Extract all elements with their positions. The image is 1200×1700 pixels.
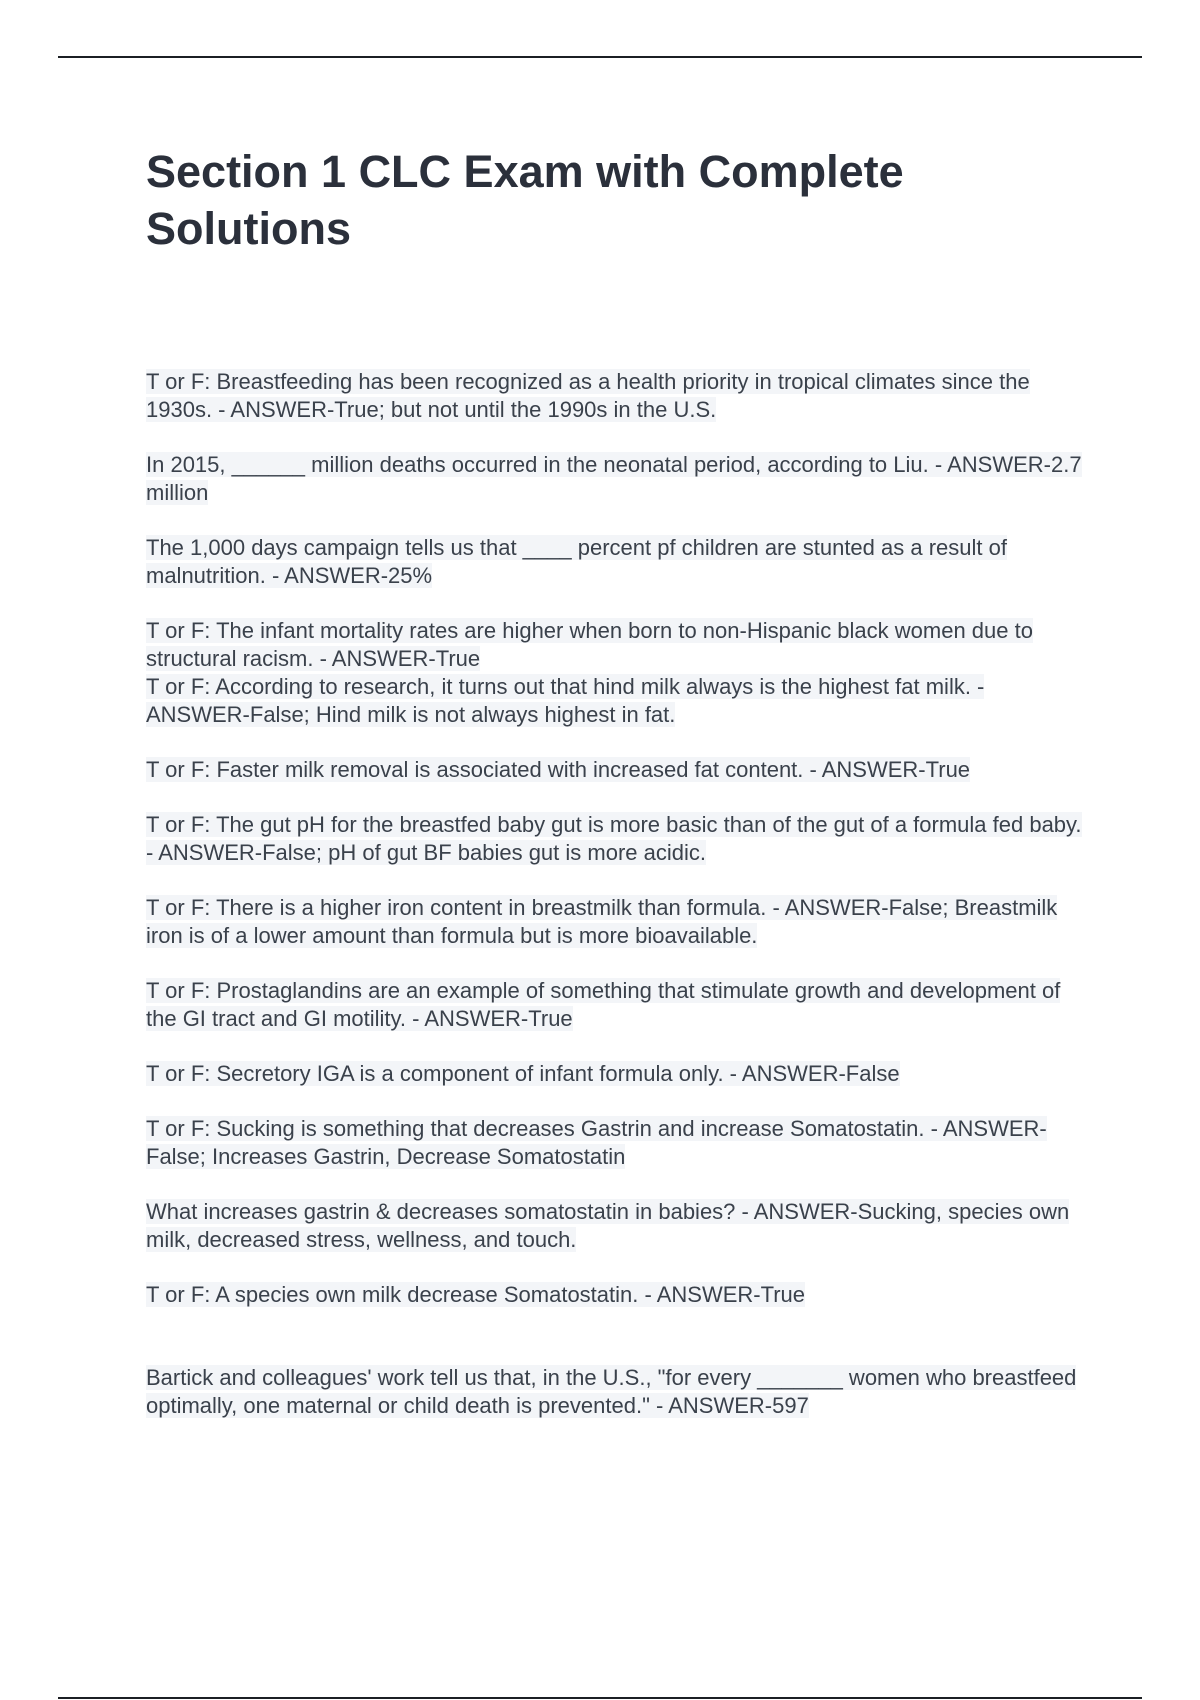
qa-item: In 2015, ______ million deaths occurred in the neonatal period, according to Liu. - ANSWER-2.7 million bbox=[146, 452, 1082, 505]
qa-item: T or F: Prostaglandins are an example of something that stimulate growth and development of the GI tract and GI motility. - ANSWER-True bbox=[146, 978, 1061, 1031]
document-body bbox=[146, 143, 1086, 1447]
qa-item: T or F: Secretory IGA is a component of infant formula only. - ANSWER-False bbox=[146, 1061, 900, 1086]
top-divider bbox=[58, 56, 1142, 58]
qa-item: T or F: Faster milk removal is associated with increased fat content. - ANSWER-True bbox=[146, 757, 971, 782]
qa-item: T or F: A species own milk decrease Somatostatin. - ANSWER-True bbox=[146, 1282, 806, 1307]
qa-item: The 1,000 days campaign tells us that ____ percent pf children are stunted as a result of malnutrition. - ANSWER-25% bbox=[146, 535, 1007, 588]
qa-item: T or F: There is a higher iron content in breastmilk than formula. - ANSWER-False; Breastmilk iron is of a lower amount than formula but is more bioavailable. bbox=[146, 895, 1058, 948]
bottom-divider bbox=[58, 1697, 1142, 1699]
qa-list bbox=[146, 368, 1086, 1420]
qa-item: T or F: The infant mortality rates are higher when born to non-Hispanic black women due to structural racism. - ANSWER-True bbox=[146, 618, 1033, 671]
qa-item: T or F: The gut pH for the breastfed baby gut is more basic than of the gut of a formula fed baby. - ANSWER-False; pH of gut BF babies gut is more acidic. bbox=[146, 812, 1082, 865]
qa-item: T or F: Breastfeeding has been recognized as a health priority in tropical climates since the 1930s. - ANSWER-True; but not until the 1990s in the U.S. bbox=[146, 369, 1030, 422]
qa-item: What increases gastrin & decreases somatostatin in babies? - ANSWER-Sucking, species own milk, decreased stress, wellness, and touch. bbox=[146, 1199, 1070, 1252]
qa-item: Bartick and colleagues' work tell us that, in the U.S., "for every _______ women who breastfeed optimally, one maternal or child death is prevented." - ANSWER-597 bbox=[146, 1365, 1077, 1418]
document-title: Section 1 CLC Exam with Complete Solutions bbox=[146, 146, 904, 254]
qa-item: T or F: Sucking is something that decreases Gastrin and increase Somatostatin. - ANSWER-False; Increases Gastrin, Decrease Somatostatin bbox=[146, 1116, 1047, 1169]
qa-item: T or F: According to research, it turns out that hind milk always is the highest fat milk. - ANSWER-False; Hind milk is not always highest in fat. bbox=[146, 674, 985, 727]
